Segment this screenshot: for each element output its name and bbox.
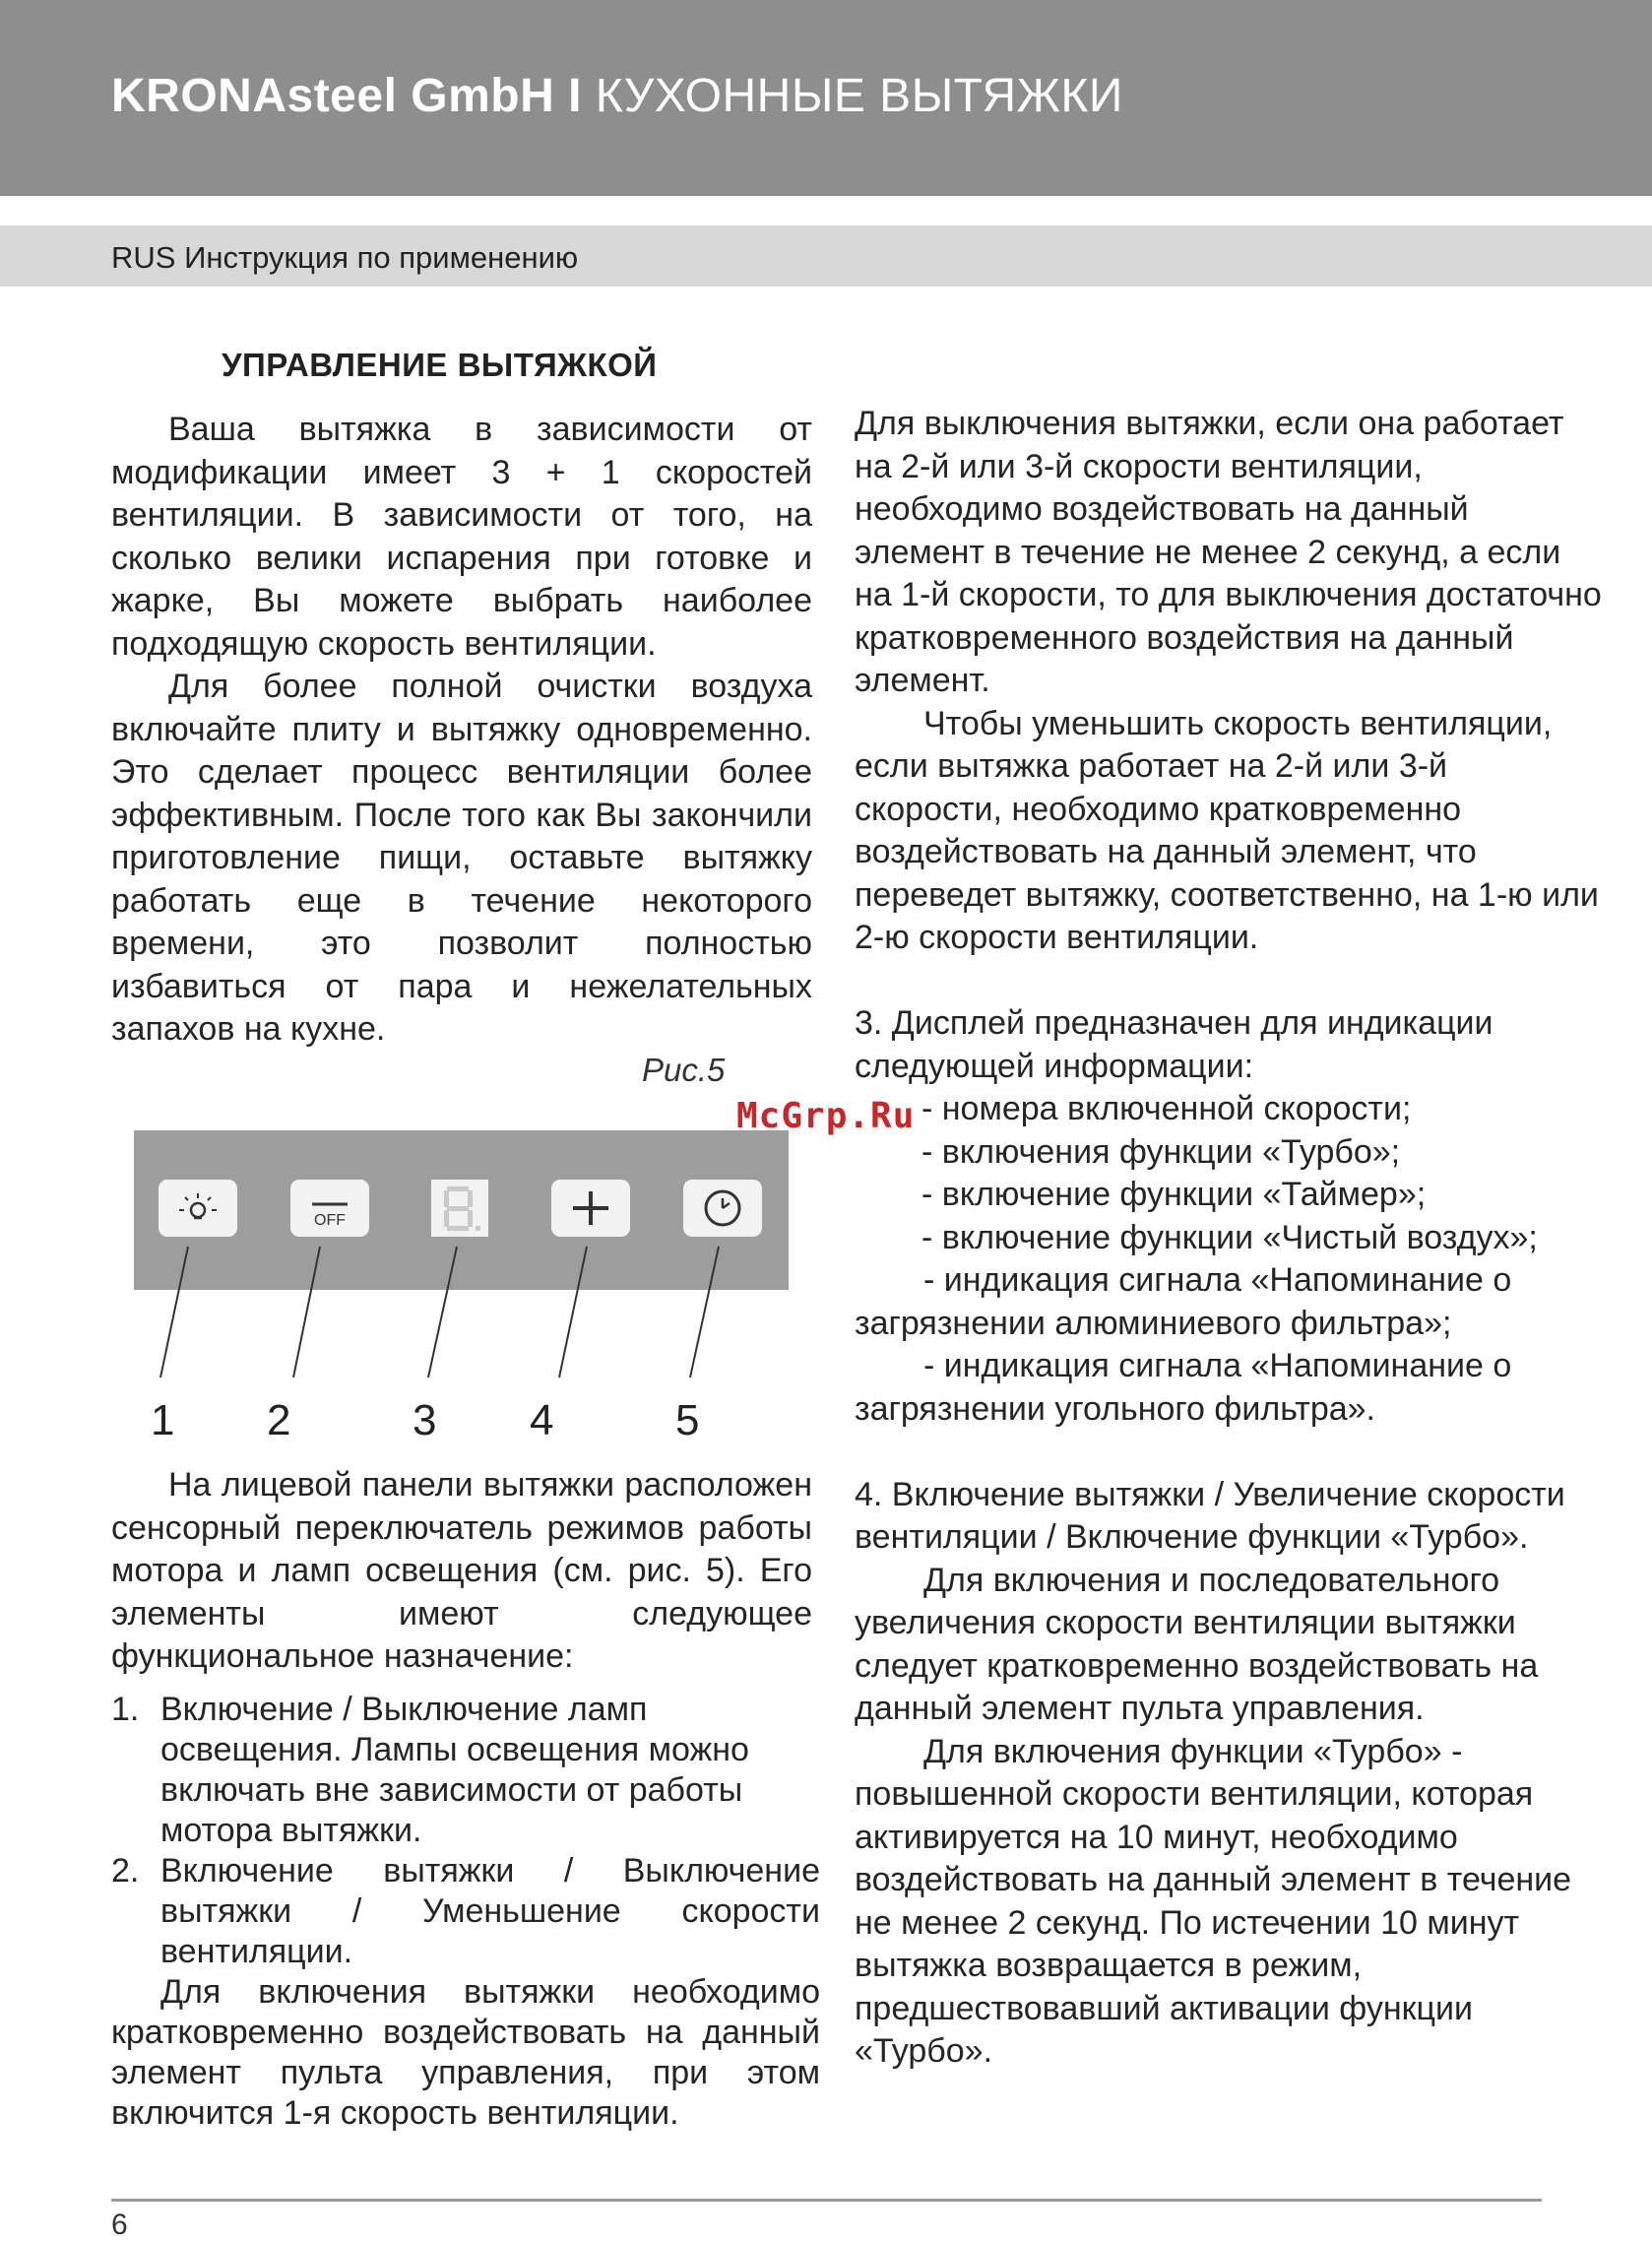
document-title: KRONAsteel GmbH I КУХОННЫЕ ВЫТЯЖКИ — [111, 70, 1123, 122]
intro-paragraph-2: Для более полной очистки воздуха включайте плиту и вытяжку одновременно. Это сделает процесс вентиляции более эффективным. После того как Вы закончили приготовление пищи, оставьте вытяжку работать еще в течение некоторого времени, это позволит полностью избавиться от пара и нежелательных запахов на кухне. — [111, 668, 812, 1048]
off-label: OFF — [314, 1212, 346, 1229]
item-4-paragraph-1: Для включения и последовательного увеличения скорости вентиляции вытяжки следует кратковременно воздействовать на данный элемент пульта управления. — [855, 1561, 1539, 1727]
list-after-paragraph: Для включения вытяжки необходимо кратковременно воздействовать на данный элемент пульта управления, при этом включится 1-я скорость вентиляции. — [111, 1973, 820, 2132]
callout-number-5: 5 — [675, 1396, 700, 1444]
list-number: 1. — [111, 1691, 140, 1728]
callout-number-4: 4 — [530, 1396, 554, 1444]
watermark: McGrp.Ru — [736, 1096, 916, 1136]
figure-caption: Рис.5 — [642, 1052, 726, 1088]
panel-paragraph: На лицевой панели вытяжки расположен сенсорный переключатель режимов работы мотора и ламп освещения (см. рис. 5). Его элементы имеют следующее функциональное назначение: — [111, 1466, 812, 1675]
right-paragraph-1: Для выключения вытяжки, если она работает на 2-й или 3-й скорости вентиляции, необходимо воздействовать на данный элемент в течение не менее 2 секунд, а если на 1-й скорости, то для выключения достаточно кратковременного воздействия на данный элемент. — [855, 405, 1602, 699]
subheader-text: RUS Инструкция по применению — [111, 240, 579, 275]
section-title: УПРАВЛЕНИЕ ВЫТЯЖКОЙ — [222, 347, 658, 383]
bullet-turbo: - включения функции «Турбо»; — [921, 1132, 1401, 1171]
right-column — [855, 403, 1603, 2074]
callout-number-3: 3 — [413, 1396, 437, 1444]
seven-segment-display-icon — [431, 1180, 488, 1237]
subheader-bar — [0, 225, 1652, 287]
function-list — [111, 1690, 820, 2134]
off-button — [290, 1180, 369, 1237]
item-3-title: 3. Дисплей предназначен для индикации следующей информации: — [855, 1004, 1493, 1085]
list-item — [111, 1690, 820, 1851]
control-panel-figure — [134, 1130, 789, 1290]
list-number: 2. — [111, 1852, 140, 1890]
page-number: 6 — [111, 2209, 128, 2241]
timer-icon — [683, 1180, 762, 1237]
plus-icon — [551, 1180, 630, 1237]
list-item — [111, 1851, 820, 1972]
panel-description — [111, 1464, 812, 1679]
left-intro — [111, 409, 812, 1052]
footer-divider — [111, 2199, 1542, 2202]
intro-paragraph-1: Ваша вытяжка в зависимости от модификации имеет 3 + 1 скоростей вентиляции. В зависимости от того, на сколько велики испарения при готовке и жарке, Вы можете выбрать наиболее подходящую скорость вентиляции. — [111, 411, 812, 663]
header-bar — [0, 0, 1652, 196]
item-4-paragraph-2: Для включения функции «Турбо» - повышенной скорости вентиляции, которая активируется на 10 минут, необходимо воздействовать на данный элемент в течение не менее 2 секунд. По истечении 10 минут вытяжка возвращается в режим, предшествовавший активации функции «Турбо». — [855, 1732, 1572, 2070]
callout-number-1: 1 — [151, 1396, 175, 1444]
bullet-timer: - включение функции «Таймер»; — [921, 1176, 1427, 1213]
bullet-clean-air: - включение функции «Чистый воздух»; — [921, 1218, 1538, 1256]
bullet-aluminium-filter: - индикация сигнала «Напоминание о загрязнении алюминиевого фильтра»; — [855, 1261, 1512, 1342]
list-text: Включение / Выключение ламп освещения. Лампы освещения можно включать вне зависимости от работы мотора вытяжки. — [160, 1691, 749, 1849]
bullet-carbon-filter: - индикация сигнала «Напоминание о загрязнении угольного фильтра». — [855, 1347, 1512, 1428]
callout-number-2: 2 — [267, 1396, 291, 1444]
right-paragraph-2: Чтобы уменьшить скорость вентиляции, если вытяжка работает на 2-й или 3-й скорости, необходимо кратковременно воздействовать на данный элемент, что переведет вытяжку, соответственно, на 1-ю или 2-ю скорости вентиляции. — [855, 704, 1599, 956]
item-4-title: 4. Включение вытяжки / Увеличение скорости вентиляции / Включение функции «Турбо». — [855, 1475, 1565, 1556]
list-text: Включение вытяжки / Выключение вытяжки / Уменьшение скорости вентиляции. — [160, 1852, 820, 1970]
light-bulb-icon — [159, 1180, 237, 1237]
bullet-speed: - номера включенной скорости; — [921, 1090, 1412, 1127]
